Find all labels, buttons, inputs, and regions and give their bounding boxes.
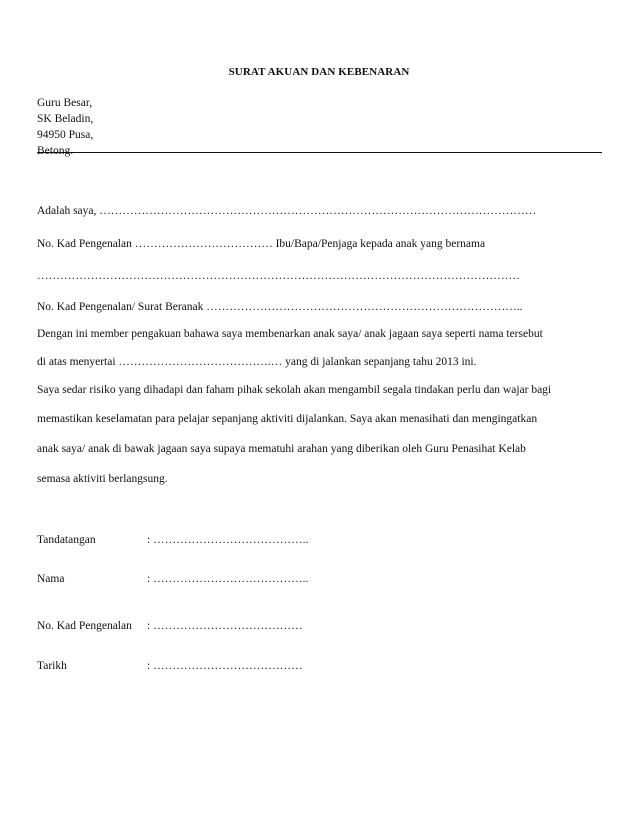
body-line-ic-number: No. Kad Pengenalan ……………………………… Ibu/Bapa/Penjaga kepada anak yang bernama	[37, 238, 486, 250]
body-line-child-ic: No. Kad Pengenalan/ Surat Beranak ………………………………………………………………………..	[37, 301, 523, 313]
body-line-declarant-name: Adalah saya, ……………………………………………………………………………………………………	[37, 205, 537, 217]
body-line-activity: di atas menyertai ………………………………….… yang di jalankan sepanjang tahu 2013 ini.	[37, 356, 477, 368]
name-field: : …………………………………..	[147, 573, 309, 585]
name-label: Nama	[37, 573, 65, 585]
address-line: SK Beladin,	[37, 113, 94, 125]
body-line-safety: memastikan keselamatan para pelajar sepanjang aktiviti dijalankan. Saya akan menasihati dan mengingatkan	[37, 413, 538, 425]
date-field: : …………………………………	[147, 660, 303, 672]
body-line-during: semasa aktiviti berlangsung.	[37, 473, 168, 485]
document-title: SURAT AKUAN DAN KEBENARAN	[228, 66, 410, 78]
body-line-child-name: ………………………………………………………………………………………………………………	[37, 270, 520, 282]
signature-label: Tandatangan	[37, 534, 96, 546]
address-divider	[37, 152, 602, 153]
date-label: Tarikh	[37, 660, 67, 672]
body-line-risk: Saya sedar risiko yang dihadapi dan faham pihak sekolah akan mengambil segala tindakan perlu dan wajar bagi	[37, 384, 552, 396]
body-line-consent: Dengan ini member pengakuan bahawa saya membenarkan anak saya/ anak jagaan saya seperti nama tersebut	[37, 328, 543, 340]
address-line: Betong.	[37, 145, 74, 157]
ic-number-label: No. Kad Pengenalan	[37, 620, 132, 632]
address-line: Guru Besar,	[37, 97, 93, 109]
body-line-obey: anak saya/ anak di bawak jagaan saya supaya mematuhi arahan yang diberikan oleh Guru Penasihat Kelab	[37, 443, 526, 455]
ic-number-field: : …………………………………	[147, 620, 303, 632]
recipient-address	[37, 95, 93, 159]
address-line: 94950 Pusa,	[37, 129, 94, 141]
signature-field: : …………………………………..	[147, 534, 309, 546]
